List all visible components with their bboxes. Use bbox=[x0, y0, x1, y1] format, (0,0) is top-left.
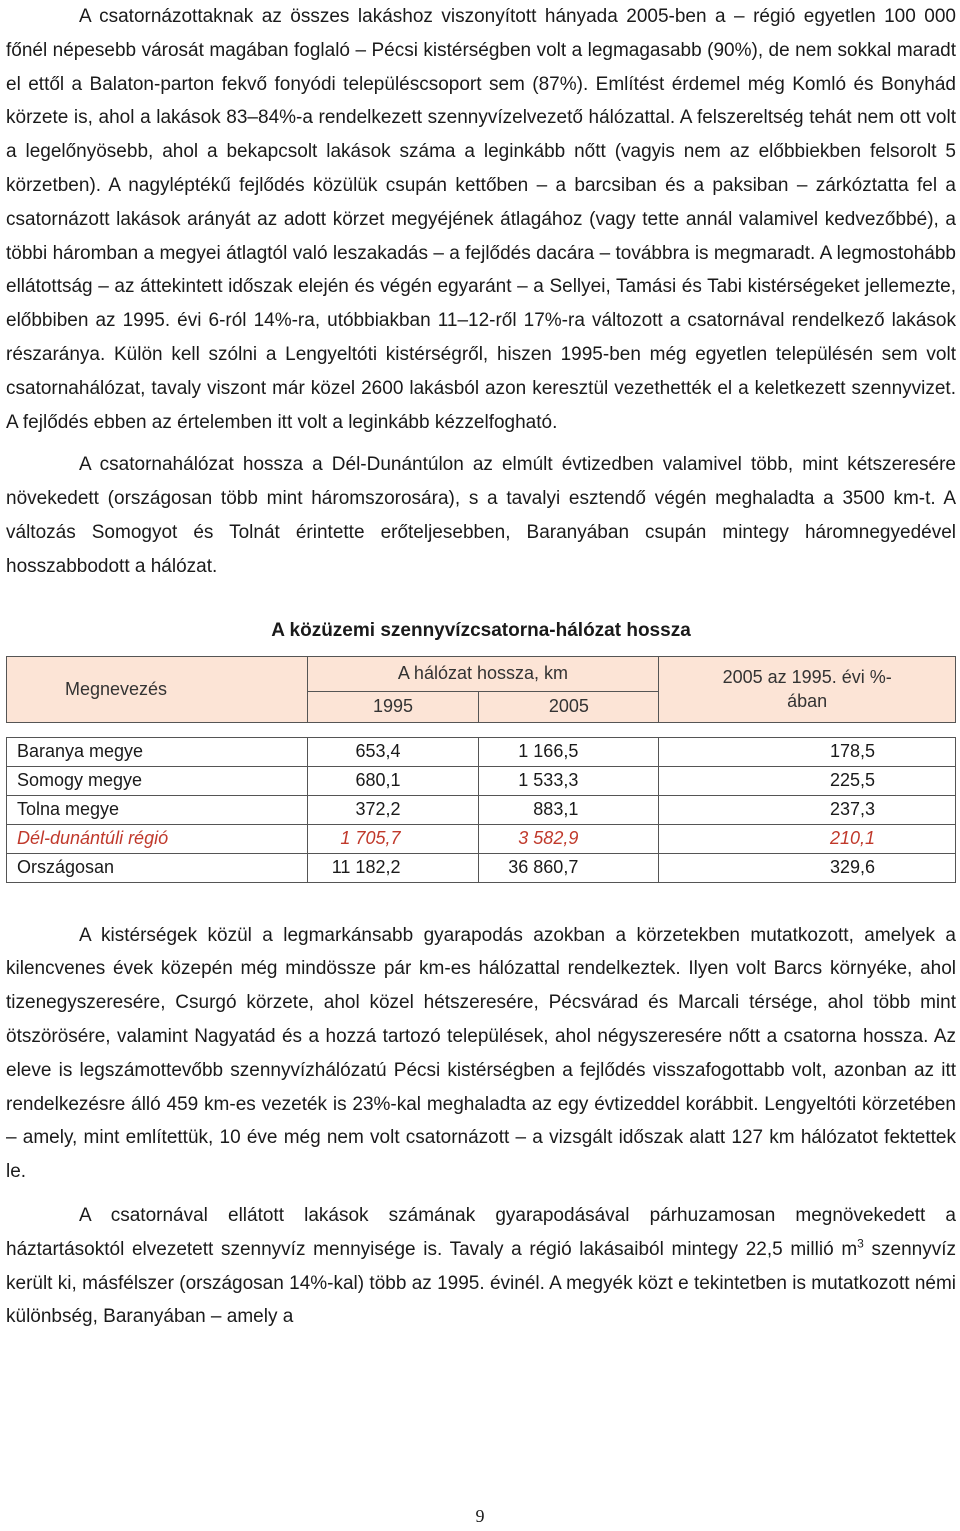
header-name: Megnevezés bbox=[7, 656, 308, 722]
row-2005-cell: 1 166,5 bbox=[479, 737, 659, 766]
table-header-row bbox=[7, 656, 956, 691]
row-name-cell: Dél-dunántúli régió bbox=[7, 824, 308, 853]
table-spacer-row bbox=[7, 722, 956, 737]
table-row bbox=[7, 824, 956, 853]
wastewater-text-2: szennyvíz került ki, másfélszer (országosan 14%-kal) több az 1995. évinél. A megyék közt e tekintetben is mutatkozott némi különbség, Baranyában – amely a bbox=[6, 1238, 957, 1328]
row-2005-cell: 36 860,7 bbox=[479, 853, 659, 882]
wastewater-text-1: A csatornával ellátott lakások számának gyarapodásával párhuzamosan megnövekedett a háztartásoktól elvezetett szennyvíz mennyisége is. Tavaly a régió lakásaiból mintegy 22,5 millió m bbox=[6, 1204, 956, 1260]
row-2005-cell: 883,1 bbox=[479, 795, 659, 824]
table-row bbox=[7, 853, 956, 882]
table-row bbox=[7, 795, 956, 824]
row-2005-cell: 3 582,9 bbox=[479, 824, 659, 853]
paragraph-subregions: A kistérségek közül a legmarkánsabb gyarapodás azokban a körzetekben mutatkozott, amelyek a kilencvenes évek közepén még mindössze pár km-es hálózattal rendelkeztek. Ilyen volt Barcs környéke, ahol tizenegyszeresére, Csurgó körzete, ahol közel hétszeresére, Pécsvárad és Marcali térsége, ahol több mint ötszörösére, valamint Nagyatád és a hozzá tartozó települések, ahol négyszeresére nőtt a csatorna hossza. Az eleve is legszámottevőbb szennyvízhálózatú Pécsi kistérségben a fejlődés visszafogottabb volt, azonban az itt rendelkezésre álló 459 km-es vezeték is 23%-kal meghaladta az egy évtizeddel korábbit. Lengyeltóti körzetében – amely, mint említettük, 10 éve még nem volt csatornázott – a vizsgált időszak alatt 127 km hálózatot fektettek le. bbox=[6, 924, 956, 1183]
row-ratio-cell: 210,1 bbox=[659, 824, 956, 853]
header-length-group: A hálózat hossza, km bbox=[307, 656, 659, 691]
paragraph-wastewater-volume bbox=[6, 1199, 956, 1334]
document-page bbox=[6, 0, 956, 1334]
row-ratio-cell: 178,5 bbox=[659, 737, 956, 766]
cubic-superscript: 3 bbox=[857, 1236, 864, 1251]
row-1995-cell: 1 705,7 bbox=[307, 824, 479, 853]
table-row bbox=[7, 766, 956, 795]
row-name-cell: Tolna megye bbox=[7, 795, 308, 824]
header-year-1995: 1995 bbox=[307, 691, 479, 722]
header-year-2005: 2005 bbox=[479, 691, 659, 722]
row-2005-cell: 1 533,3 bbox=[479, 766, 659, 795]
sewer-network-table bbox=[6, 656, 956, 883]
row-ratio-cell: 237,3 bbox=[659, 795, 956, 824]
page-number: 9 bbox=[475, 1506, 485, 1526]
paragraph-network-length: A csatornahálózat hossza a Dél-Dunántúlon az elmúlt évtizedben valamivel több, mint kétszeresére növekedett (országosan több mint háromszorosára), s a tavalyi esztendő végén meghaladta a 3500 km-t. A változás Somogyot és Tolnát érintette erőteljesebben, Baranyában csupán mintegy háromnegyedével hosszabbodott a hálózat. bbox=[6, 454, 956, 577]
row-name-cell: Somogy megye bbox=[7, 766, 308, 795]
row-1995-cell: 680,1 bbox=[307, 766, 479, 795]
row-ratio-cell: 329,6 bbox=[659, 853, 956, 882]
row-ratio-cell: 225,5 bbox=[659, 766, 956, 795]
row-1995-cell: 653,4 bbox=[307, 737, 479, 766]
row-1995-cell: 11 182,2 bbox=[307, 853, 479, 882]
paragraph-sewer-ratio: A csatornázottaknak az összes lakáshoz viszonyított hányada 2005-ben a – régió egyetlen 100 000 főnél népesebb városát magában foglaló – Pécsi kistérségben volt a legmagasabb (90%), de nem sokkal maradt el ettől a Balaton-parton fekvő fonyódi településcsoport sem (87%). Említést érdemel még Komló és Bonyhád körzete is, ahol a lakások 83–84%-a rendelkezett szennyvízelvezető hálózattal. A felszereltség tehát nem ott volt a legelőnyösebb, ahol a bekapcsolt lakások száma a leginkább nőtt (vagyis nem az előbbiekben felsorolt 5 körzetben). A nagyléptékű fejlődés közülük csupán kettőben – a barcsiban és a paksiban – zárkóztatta fel a csatornázott lakások arányát az adott körzet megyéjének átlagához (vagy tette annál valamivel kedvezőbbé), a többi háromban a megyei átlagtól való leszakadás – a fejlődés dacára – továbbra is megmaradt. A legmostohább ellátottság – az áttekintett időszak elején és végén egyaránt – a Sellyei, Tamási és Tabi kistérségeket jellemezte, előbbiben az 1995. évi 6-ról 14%-ra, utóbbiakban 11–12-ről 17%-ra változott a csatornával rendelkező lakások részaránya. Külön kell szólni a Lengyeltóti kistérségről, hiszen 1995-ben még egyetlen településén sem volt csatornahálózat, tavaly viszont már közel 2600 lakásból azon keresztül vezethették el a keletkezett szennyvizet. A fejlődés ebben az értelemben itt volt a leginkább kézzelfogható. bbox=[6, 6, 956, 433]
table-row bbox=[7, 737, 956, 766]
header-ratio: 2005 az 1995. évi %-ában bbox=[659, 656, 956, 722]
row-name-cell: Baranya megye bbox=[7, 737, 308, 766]
table-title: A közüzemi szennyvízcsatorna-hálózat hossza bbox=[271, 619, 691, 641]
row-name-cell: Országosan bbox=[7, 853, 308, 882]
table-body bbox=[7, 737, 956, 882]
row-1995-cell: 372,2 bbox=[307, 795, 479, 824]
